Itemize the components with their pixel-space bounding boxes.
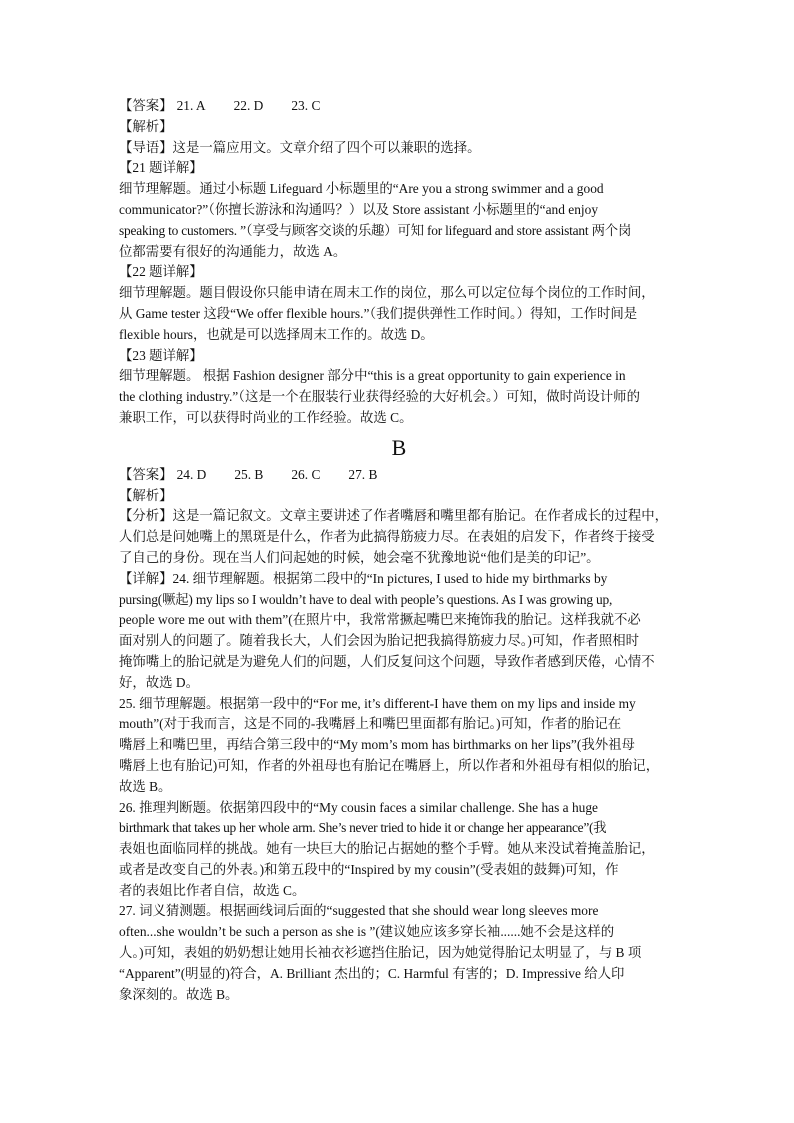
text-line: 象深刻的。故选 B。 (119, 986, 239, 1002)
text-line: 从 Game tester 这段“We offer flexible hours.”（我们提供弹性工作时间。）得知，工作时间是 (119, 305, 638, 321)
document-page (119, 96, 679, 1005)
analysis-label: 【解析】 (119, 487, 173, 503)
text-line: 【详解】24. 细节理解题。根据第二段中的“In pictures, I used to hide my birthmarks by (119, 570, 608, 586)
answer-label: 【答案】 (119, 466, 173, 482)
text-line: 26. 推理判断题。依据第四段中的“My cousin faces a similar challenge. She has a huge (119, 799, 598, 815)
text-line: 者的表姐比作者自信，故选 C。 (119, 882, 306, 898)
answer-item: 26. C (291, 466, 321, 482)
text-line: 了自己的身份。现在当人们问起她的时候，她会毫不犹豫地说“他们是美的印记”。 (119, 549, 600, 565)
answer-item: 21. A (176, 98, 206, 113)
text-line: “Apparent”(明显的)符合，A. Brilliant 杰出的；C. Harmful 有害的；D. Impressive 给人印 (119, 965, 625, 981)
text-line: communicator?”（你擅长游泳和沟通吗？）以及 Store assistant 小标题里的“and enjoy (119, 201, 599, 217)
text-line: 25. 细节理解题。根据第一段中的“For me, it’s different-I have them on my lips and inside my (119, 695, 636, 711)
text-line: birthmark that takes up her whole arm. She’s never tried to hide it or change her appearance”(我 (119, 820, 607, 836)
answer-item: 25. B (234, 466, 264, 482)
question-heading: 【21 题详解】 (119, 160, 203, 176)
answer-line-a (119, 96, 679, 117)
answer-label: 【答案】 (119, 98, 173, 113)
text-line: often...she wouldn’t be such a person as she is ”(建议她应该多穿长袖......她不会是这样的 (119, 924, 615, 940)
text-line: 位都需要有很好的沟通能力，故选 A。 (119, 243, 347, 259)
answer-line-b (119, 465, 679, 486)
text-line: 细节理解题。题目假设你只能申请在周末工作的岗位，那么可以定位每个岗位的工作时间， (119, 285, 655, 301)
text-line: 兼职工作，可以获得时尚业的工作经验。故选 C。 (119, 409, 413, 425)
text-line: mouth”(对于我而言，这是不同的-我嘴唇上和嘴巴里面都有胎记。)可知，作者的胎记在 (119, 716, 622, 732)
text-line: the clothing industry.”（这是一个在服装行业获得经验的大好机会。）可知，做时尚设计师的 (119, 389, 640, 405)
text-line: flexible hours，也就是可以选择周末工作的。故选 D。 (119, 326, 434, 342)
text-line: 故选 B。 (119, 778, 172, 794)
text-line: 嘴唇上也有胎记)可知，作者的外祖母也有胎记在嘴唇上，所以作者和外祖母有相似的胎记， (119, 757, 660, 773)
text-line: 表姐也面临同样的挑战。她有一块巨大的胎记占据她的整个手臂。她从来没试着掩盖胎记， (119, 841, 655, 857)
section-title: B (391, 434, 407, 460)
text-line: speaking to customers. ”（享受与顾客交谈的乐趣）可知 for lifeguard and store assistant 两个岗 (119, 222, 632, 238)
text-line: 嘴唇上和嘴巴里，再结合第三段中的“My mom’s mom has birthmarks on her lips”(我外祖母 (119, 737, 635, 753)
answer-item: 27. B (348, 466, 378, 482)
text-line: 【分析】这是一篇记叙文。文章主要讲述了作者嘴唇和嘴里都有胎记。在作者成长的过程中， (119, 508, 669, 524)
answer-item: 22. D (233, 98, 264, 113)
text-line: 好，故选 D。 (119, 674, 199, 690)
text-line: 人们总是问她嘴上的黑斑是什么，作者为此搞得筋疲力尽。在表姐的启发下，作者终于接受 (119, 529, 655, 545)
text-line: 【导语】这是一篇应用文。文章介绍了四个可以兼职的选择。 (119, 139, 481, 155)
answer-item: 24. D (176, 466, 207, 482)
text-line: 细节理解题。 根据 Fashion designer 部分中“this is a great opportunity to gain experience in (119, 368, 626, 384)
text-line: 人。)可知，表姐的奶奶想让她用长袖衣衫遮挡住胎记，因为她觉得胎记太明显了，与 B 项 (119, 945, 642, 961)
question-heading: 【23 题详解】 (119, 347, 203, 363)
text-line: 掩饰嘴上的胎记就是为避免人们的问题，人们反复问这个问题，导致作者感到厌倦，心情不 (119, 653, 655, 669)
analysis-label: 【解析】 (119, 118, 173, 134)
question-heading: 【22 题详解】 (119, 264, 203, 280)
text-line: 细节理解题。通过小标题 Lifeguard 小标题里的“Are you a strong swimmer and a good (119, 181, 604, 197)
answer-item: 23. C (291, 98, 321, 113)
text-line: 27. 词义猜测题。根据画线词后面的“suggested that she should wear long sleeves more (119, 903, 599, 919)
text-line: pursing(噘起) my lips so I wouldn’t have to deal with people’s questions. As I was growing up, (119, 591, 613, 607)
text-line: 或者是改变自己的外表。)和第五段中的“Inspired by my cousin”(受表姐的鼓舞)可知，作 (119, 861, 619, 877)
text-line: 面对别人的问题了。随着我长大，人们会因为胎记把我搞得筋疲力尽。)可知，作者照相时 (119, 633, 639, 649)
text-line: people wore me out with them”(在照片中，我常常撅起嘴巴来掩饰我的胎记。这样我就不必 (119, 612, 641, 628)
